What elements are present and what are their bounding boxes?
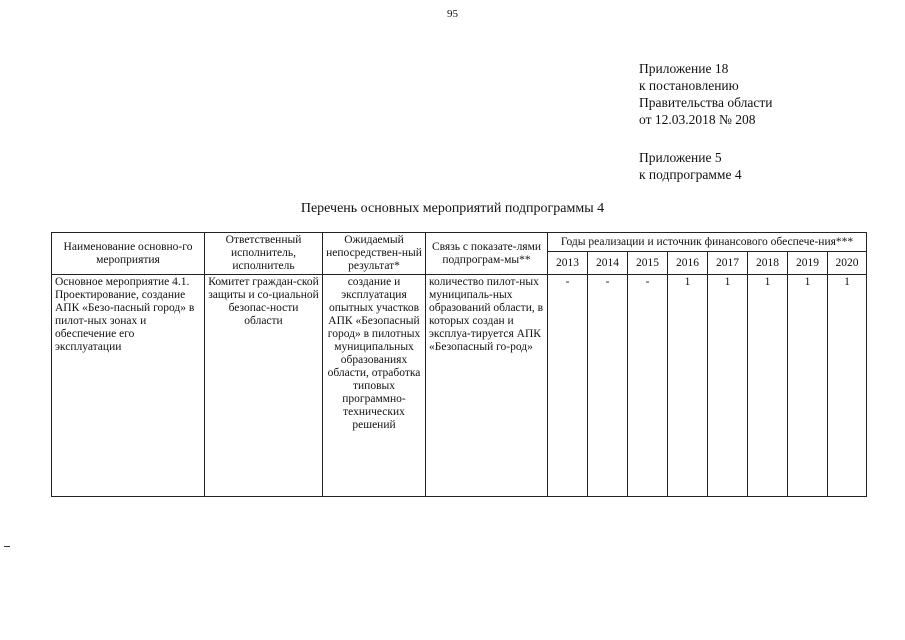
cell-year-value: 1	[708, 275, 748, 497]
appendix-main-line: Приложение 18	[639, 61, 729, 76]
header-link: Связь с показате-лями подпрограм-мы**	[426, 233, 548, 275]
appendix-main-line: от 12.03.2018 № 208	[639, 112, 756, 127]
header-year: 2018	[748, 252, 788, 275]
cell-executor: Комитет граждан-ской защиты и со-циальной безопас-ности области	[205, 275, 323, 497]
cell-year-value: -	[588, 275, 628, 497]
header-name: Наименование основно-го мероприятия	[52, 233, 205, 275]
header-year: 2016	[668, 252, 708, 275]
header-result: Ожидаемый непосредствен-ный результат*	[323, 233, 426, 275]
header-year: 2019	[788, 252, 828, 275]
appendix-main-line: Правительства области	[639, 95, 773, 110]
appendix-sub-line: к подпрограмме 4	[639, 167, 742, 182]
header-year: 2013	[548, 252, 588, 275]
header-year: 2017	[708, 252, 748, 275]
header-year: 2020	[828, 252, 867, 275]
cell-link: количество пилот-ных муниципаль-ных образований области, в которых создан и эксплуа-тируется АПК «Безопасный го-род»	[426, 275, 548, 497]
table-header-row	[52, 233, 867, 252]
measures-table	[51, 232, 867, 497]
appendix-sub	[639, 149, 742, 183]
header-year: 2014	[588, 252, 628, 275]
cell-year-value: 1	[788, 275, 828, 497]
cell-name: Основное мероприятие 4.1. Проектирование, создание АПК «Безо-пасный город» в пилот-ных зонах и обеспечение его эксплуатации	[52, 275, 205, 497]
cell-year-value: 1	[828, 275, 867, 497]
header-years-group: Годы реализации и источник финансового обеспече-ния***	[548, 233, 867, 252]
appendix-main	[639, 60, 772, 128]
cell-year-value: 1	[748, 275, 788, 497]
appendix-sub-line: Приложение 5	[639, 150, 722, 165]
header-executor: Ответственный исполнитель, исполнитель	[205, 233, 323, 275]
appendix-main-line: к постановлению	[639, 78, 739, 93]
document-title: Перечень основных мероприятий подпрограммы 4	[300, 201, 605, 216]
cell-result: создание и эксплуатация опытных участков АПК «Безопасный город» в пилотных муниципальных образованиях области, отработка типовых программно-технических решений	[323, 275, 426, 497]
page-number: 95	[447, 8, 458, 20]
header-year: 2015	[628, 252, 668, 275]
cell-year-value: -	[548, 275, 588, 497]
cell-year-value: 1	[668, 275, 708, 497]
scan-mark	[4, 546, 10, 547]
table-row	[52, 275, 867, 497]
cell-year-value: -	[628, 275, 668, 497]
